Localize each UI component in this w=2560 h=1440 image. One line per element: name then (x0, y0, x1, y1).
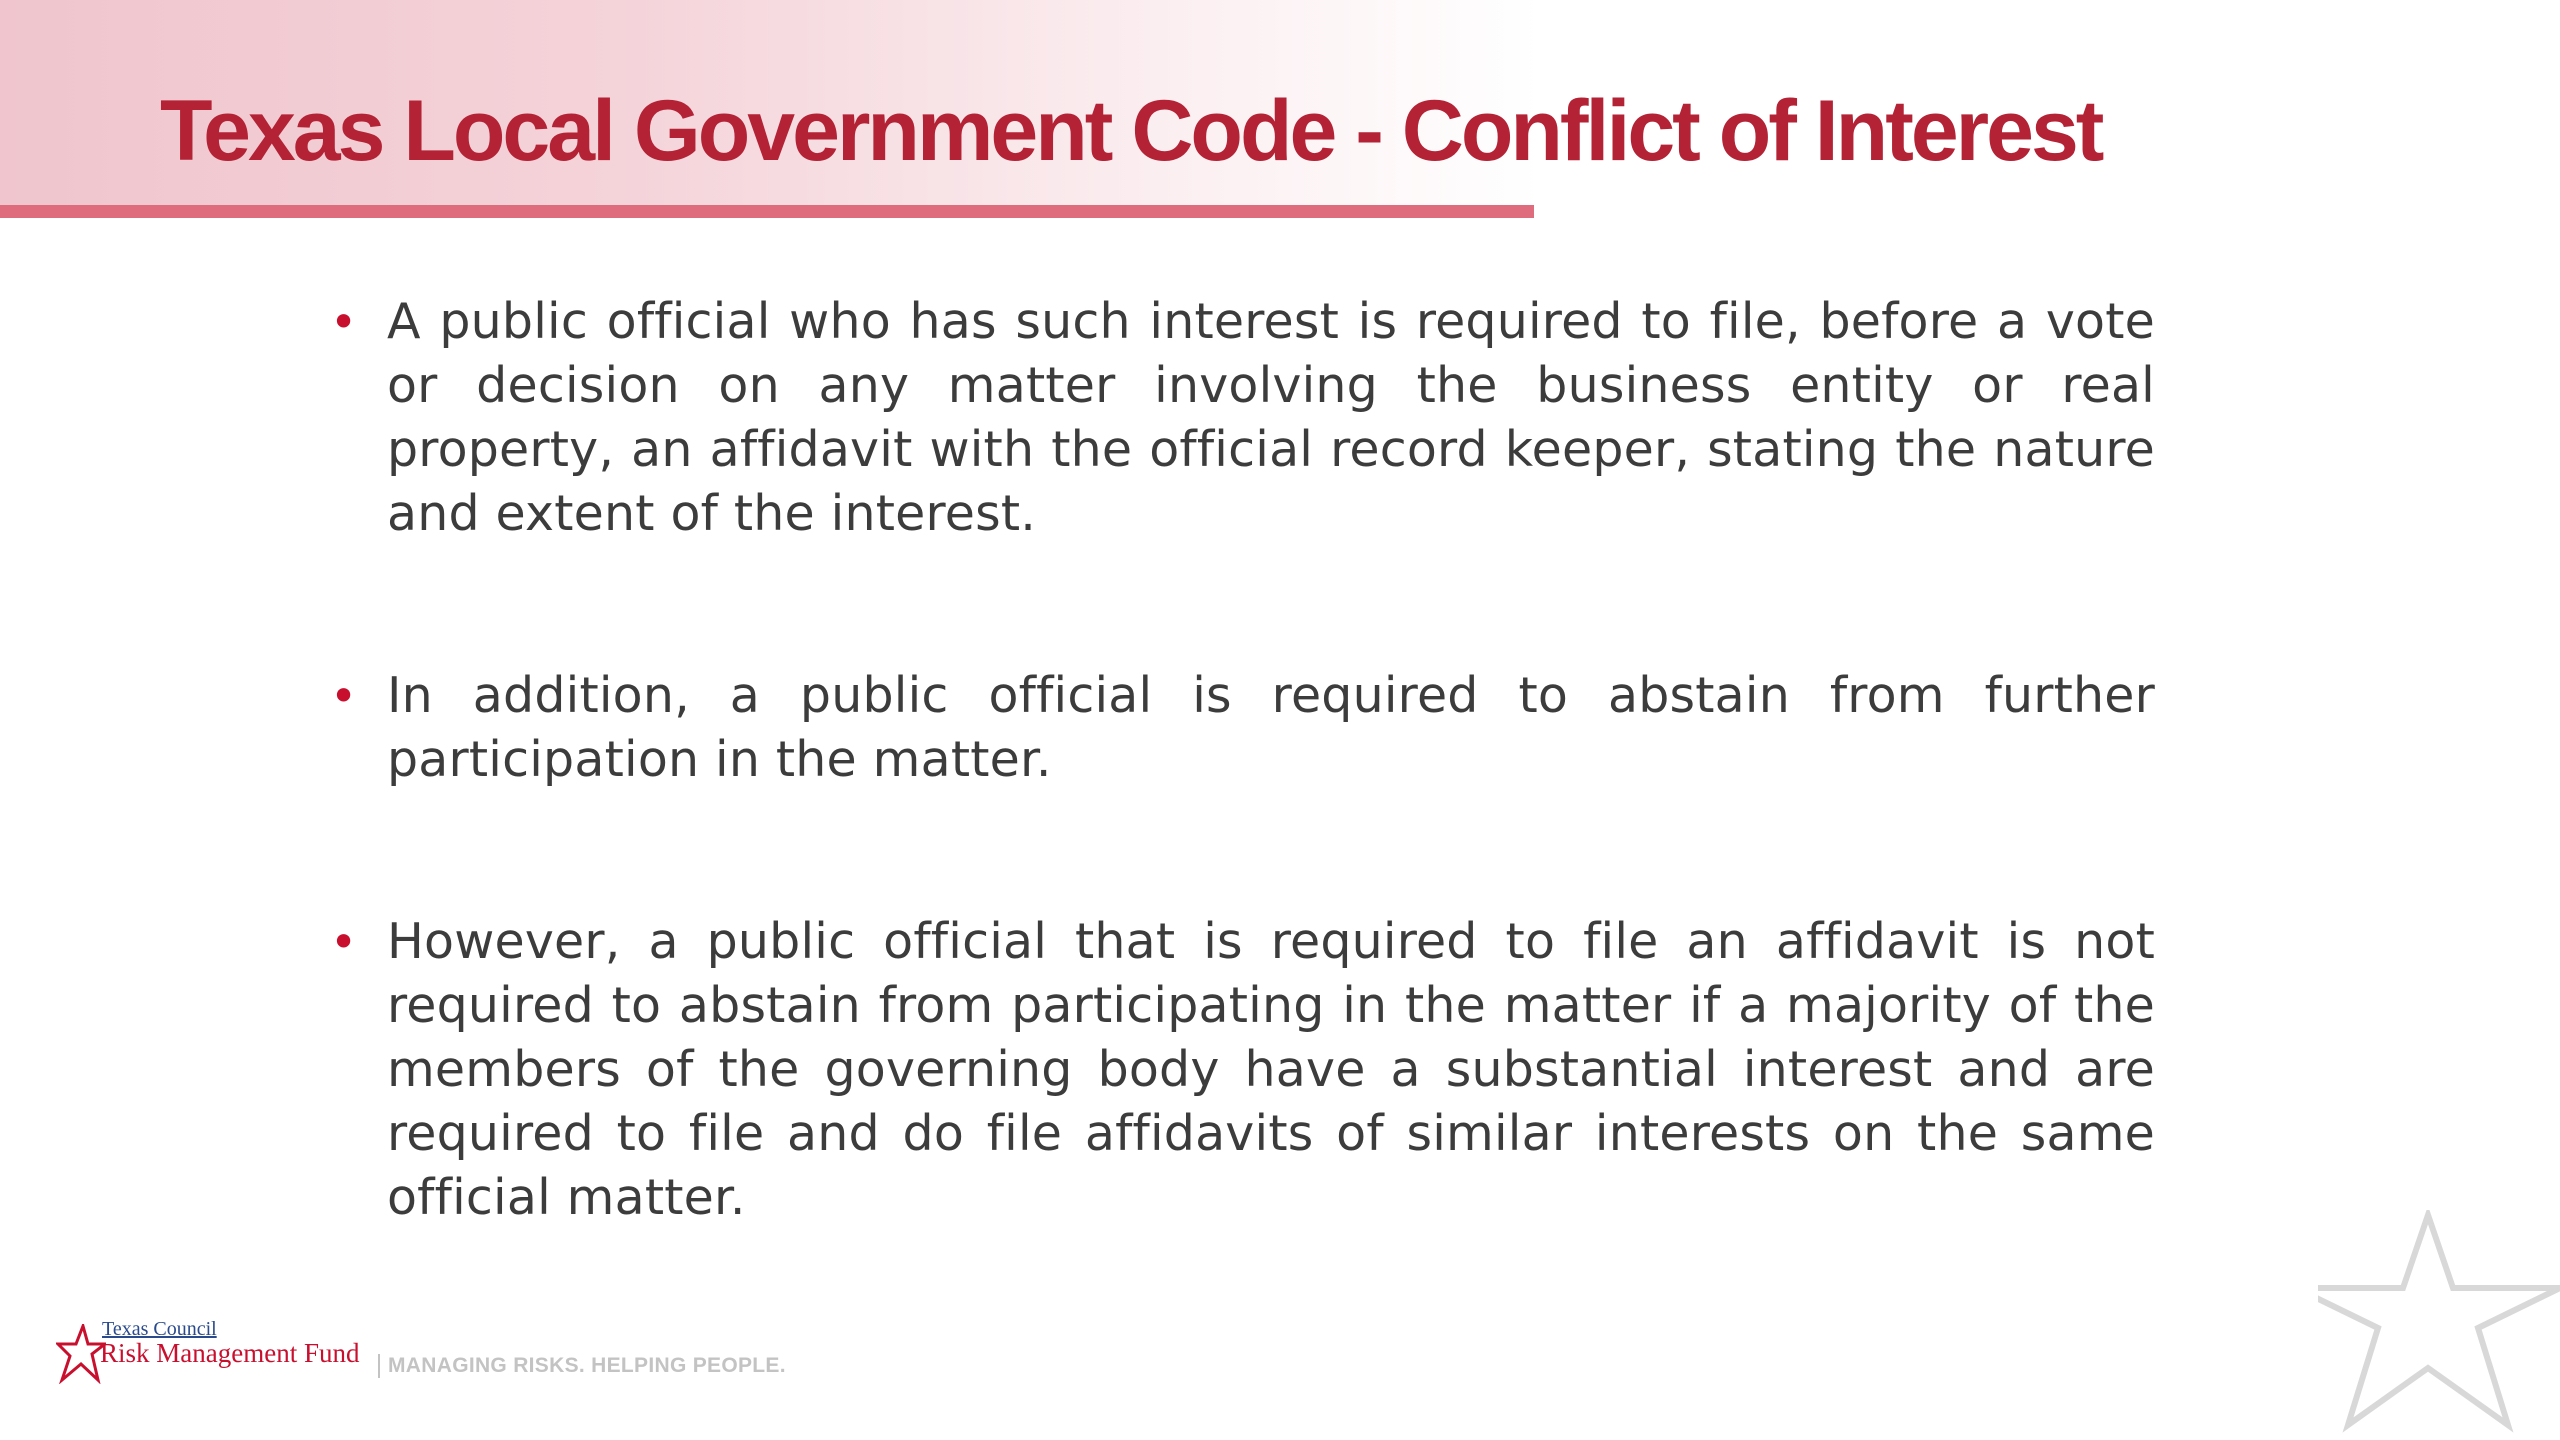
bullet-dot: • (330, 669, 358, 723)
bullet-dot: • (330, 915, 358, 969)
footer-tagline: MANAGING RISKS. HELPING PEOPLE. (388, 1354, 786, 1377)
logo-star-icon (56, 1324, 106, 1384)
bullet-item (330, 910, 2155, 1230)
bullet-dot: • (330, 295, 358, 349)
bullet-item (330, 290, 2155, 546)
star-outline-icon (2318, 1210, 2560, 1440)
bullet-text: A public official who has such interest is required to file, before a vote or decision on any matter involving the business entity or real property, an affidavit with the official record keeper, stating the nature and extent of the interest. (387, 293, 2155, 542)
logo-main-text: Risk Management Fund (100, 1338, 360, 1368)
bullet-item (330, 664, 2155, 792)
slide-title: Texas Local Government Code - Conflict of Interest (160, 83, 2102, 179)
bullet-text: In addition, a public official is required to abstain from further participation in the matter. (387, 667, 2155, 788)
bullet-list (330, 290, 2155, 1230)
title-underline (0, 205, 1534, 218)
logo-top-text: Texas Council (102, 1318, 217, 1340)
footer-logo (56, 1318, 816, 1398)
bullet-text: However, a public official that is required to file an affidavit is not required to abstain from participating in the matter if a majority of the members of the governing body have a substantial interest and are required to file and do file affidavits of similar interests on the same official matter. (387, 913, 2155, 1226)
